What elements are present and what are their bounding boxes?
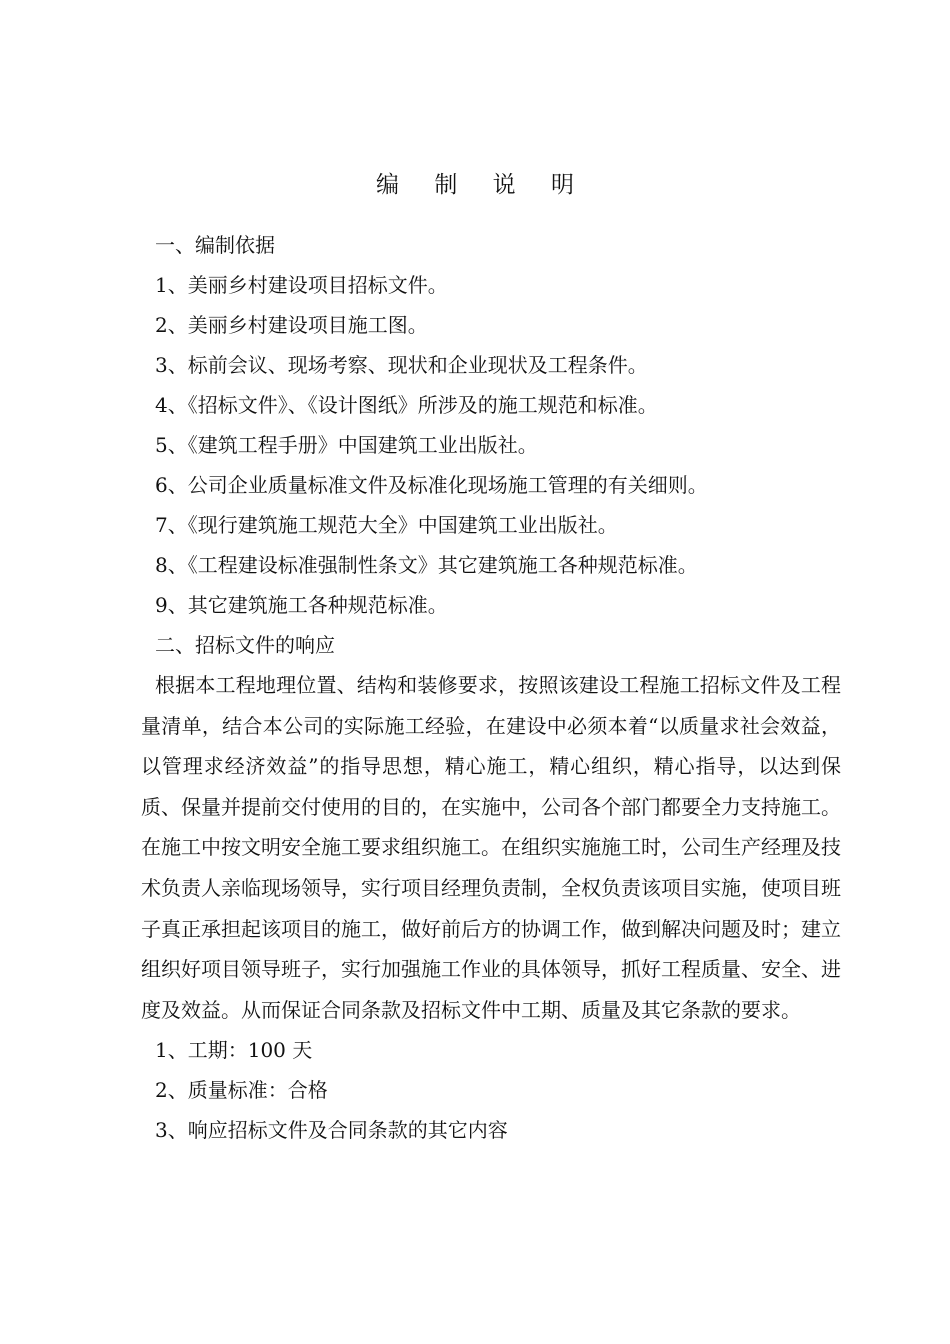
basis-item-8: 8、《工程建设标准强制性条文》其它建筑施工各种规范标准。 <box>155 553 698 577</box>
response-item-2: 2、质量标准：合格 <box>155 1078 328 1103</box>
response-item-1: 1、工期：100 天 <box>155 1038 313 1063</box>
section-heading-response: 二、招标文件的响应 <box>155 633 335 657</box>
basis-item-3: 3、标前会议、现场考察、现状和企业现状及工程条件。 <box>155 353 648 377</box>
basis-item-9: 9、其它建筑施工各种规范标准。 <box>155 593 448 617</box>
response-item-3: 3、响应招标文件及合同条款的其它内容 <box>155 1118 508 1143</box>
document-title: 编 制 说 明 <box>376 172 588 198</box>
basis-item-7: 7、《现行建筑施工规范大全》中国建筑工业出版社。 <box>155 513 618 537</box>
section-heading-basis: 一、编制依据 <box>155 233 275 257</box>
document-body <box>141 225 841 1150</box>
basis-item-1: 1、美丽乡村建设项目招标文件。 <box>155 273 448 297</box>
basis-item-5: 5、《建筑工程手册》中国建筑工业出版社。 <box>155 433 538 457</box>
basis-item-2: 2、美丽乡村建设项目施工图。 <box>155 313 428 337</box>
response-paragraph: 根据本工程地理位置、结构和装修要求，按照该建设工程施工招标文件及工程量清单，结合本公司的实际施工经验，在建设中必须本着“以质量求社会效益，以管理求经济效益”的指导思想，精心施工，精心组织，精心指导，以达到保质、保量并提前交付使用的目的，在实施中，公司各个部门都要全力支持施工。在施工中按文明安全施工要求组织施工。在组织实施施工时，公司生产经理及技术负责人亲临现场领导，实行项目经理负责制，全权负责该项目实施，使项目班子真正承担起该项目的施工，做好前后方的协调工作，做到解决问题及时；建立组织好项目领导班子，实行加强施工作业的具体领导，抓好工程质量、安全、进度及效益。从而保证合同条款及招标文件中工期、质量及其它条款的要求。 <box>141 673 841 1022</box>
basis-item-6: 6、公司企业质量标准文件及标准化现场施工管理的有关细则。 <box>155 473 708 497</box>
basis-item-4: 4、《招标文件》、《设计图纸》所涉及的施工规范和标准。 <box>155 393 658 417</box>
